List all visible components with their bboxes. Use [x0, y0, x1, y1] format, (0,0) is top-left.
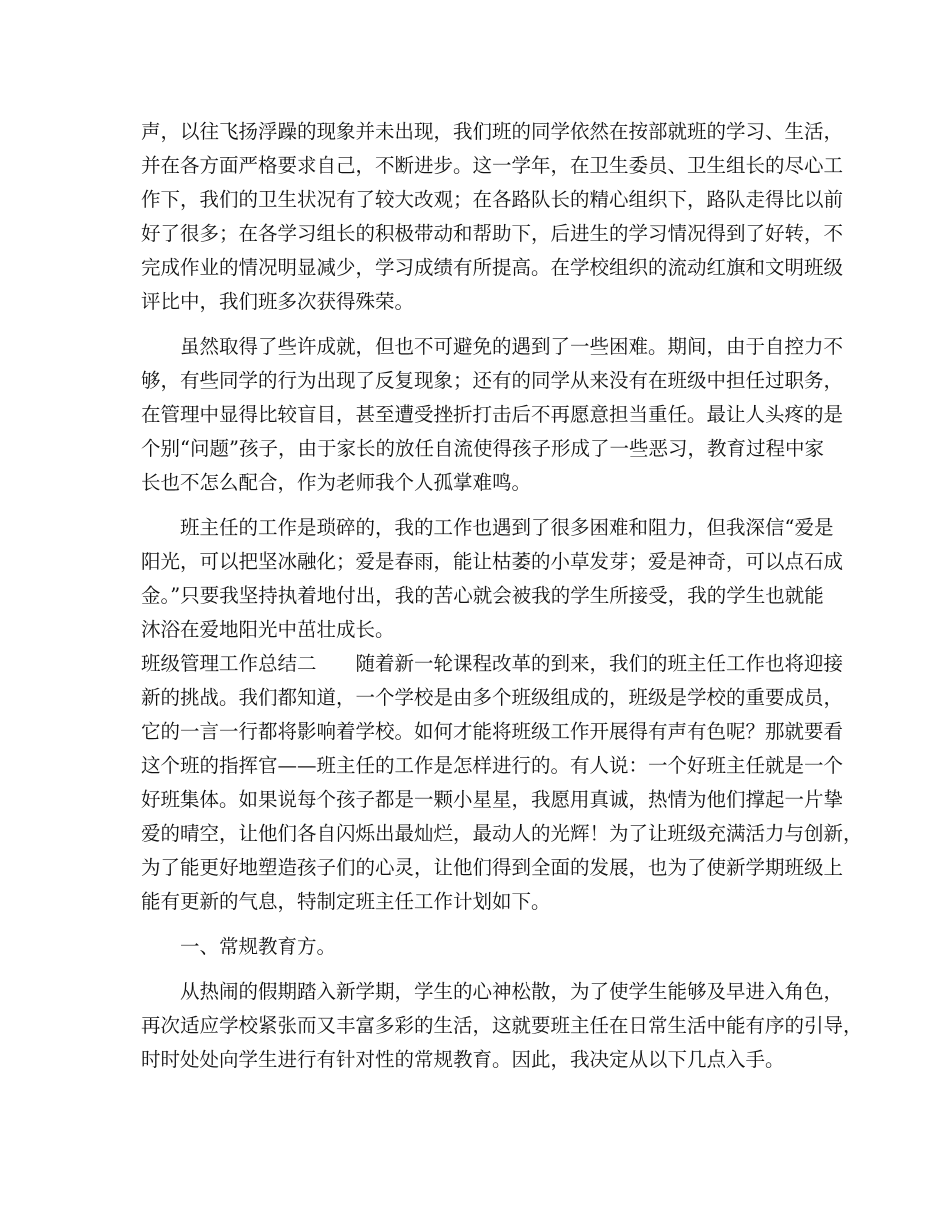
text-line: 从热闹的假期踏入新学期，学生的心神松散，为了使学生能够及早进入角色， — [141, 980, 844, 1003]
text-line: 沐浴在爱地阳光中茁壮成长。 — [141, 618, 395, 641]
text-line: 评比中，我们班多次获得殊荣。 — [141, 290, 415, 313]
section-heading-line: 班级管理工作总结二 随着新一轮课程改革的到来，我们的班主任工作也将迎接 — [141, 652, 844, 675]
text-line: 它的一言一行都将影响着学校。如何才能将班级工作开展得有声有色呢？那就要看 — [141, 720, 844, 743]
text-line: 长也不怎么配合，作为老师我个人孤掌难鸣。 — [141, 471, 532, 494]
text-line: 再次适应学校紧张而又丰富多彩的生活，这就要班主任在日常生活中能有序的引导， — [141, 1014, 863, 1037]
text-line: 新的挑战。我们都知道，一个学校是由多个班级组成的，班级是学校的重要成员， — [141, 686, 844, 709]
text-line: 好班集体。如果说每个孩子都是一颗小星星，我愿用真诚，热情为他们撑起一片挚 — [141, 788, 844, 811]
text-line: 为了能更好地塑造孩子们的心灵，让他们得到全面的发展，也为了使新学期班级上 — [141, 856, 844, 879]
subheading-line: 一、常规教育方。 — [141, 935, 337, 958]
text-line: 这个班的指挥官——班主任的工作是怎样进行的。有人说：一个好班主任就是一个 — [141, 754, 844, 777]
text-line: 虽然取得了些许成就，但也不可避免的遇到了一些困难。期间，由于自控力不 — [141, 335, 844, 358]
text-line: 好了很多；在各学习组长的积极带动和帮助下，后进生的学习情况得到了好转，不 — [141, 222, 844, 245]
text-line: 在管理中显得比较盲目，甚至遭受挫折打击后不再愿意担当重任。最让人头疼的是 — [141, 403, 844, 426]
text-line: 爱的晴空，让他们各自闪烁出最灿烂，最动人的光辉！为了让班级充满活力与创新， — [141, 822, 863, 845]
text-line: 并在各方面严格要求自己，不断进步。这一学年，在卫生委员、卫生组长的尽心工 — [141, 154, 844, 177]
text-line: 时时处处向学生进行有针对性的常规教育。因此，我决定从以下几点入手。 — [141, 1048, 785, 1071]
text-line: 能有更新的气息，特制定班主任工作计划如下。 — [141, 890, 551, 913]
text-line: 声，以往飞扬浮躁的现象并未出现，我们班的同学依然在按部就班的学习、生活， — [141, 120, 844, 143]
text-line: 够，有些同学的行为出现了反复现象；还有的同学从来没有在班级中担任过职务， — [141, 369, 844, 392]
text-line: 完成作业的情况明显减少，学习成绩有所提高。在学校组织的流动红旗和文明班级 — [141, 256, 844, 279]
text-line: 个别“问题”孩子，由于家长的放任自流使得孩子形成了一些恶习，教育过程中家 — [141, 437, 824, 460]
text-line: 作下，我们的卫生状况有了较大改观；在各路队长的精心组织下，路队走得比以前 — [141, 188, 844, 211]
text-line: 金。”只要我坚持执着地付出，我的苦心就会被我的学生所接受，我的学生也就能 — [141, 584, 824, 607]
text-line: 班主任的工作是琐碎的，我的工作也遇到了很多困难和阻力，但我深信“爱是 — [141, 516, 834, 539]
text-line: 阳光，可以把坚冰融化；爱是春雨，能让枯萎的小草发芽；爱是神奇，可以点石成 — [141, 550, 844, 573]
